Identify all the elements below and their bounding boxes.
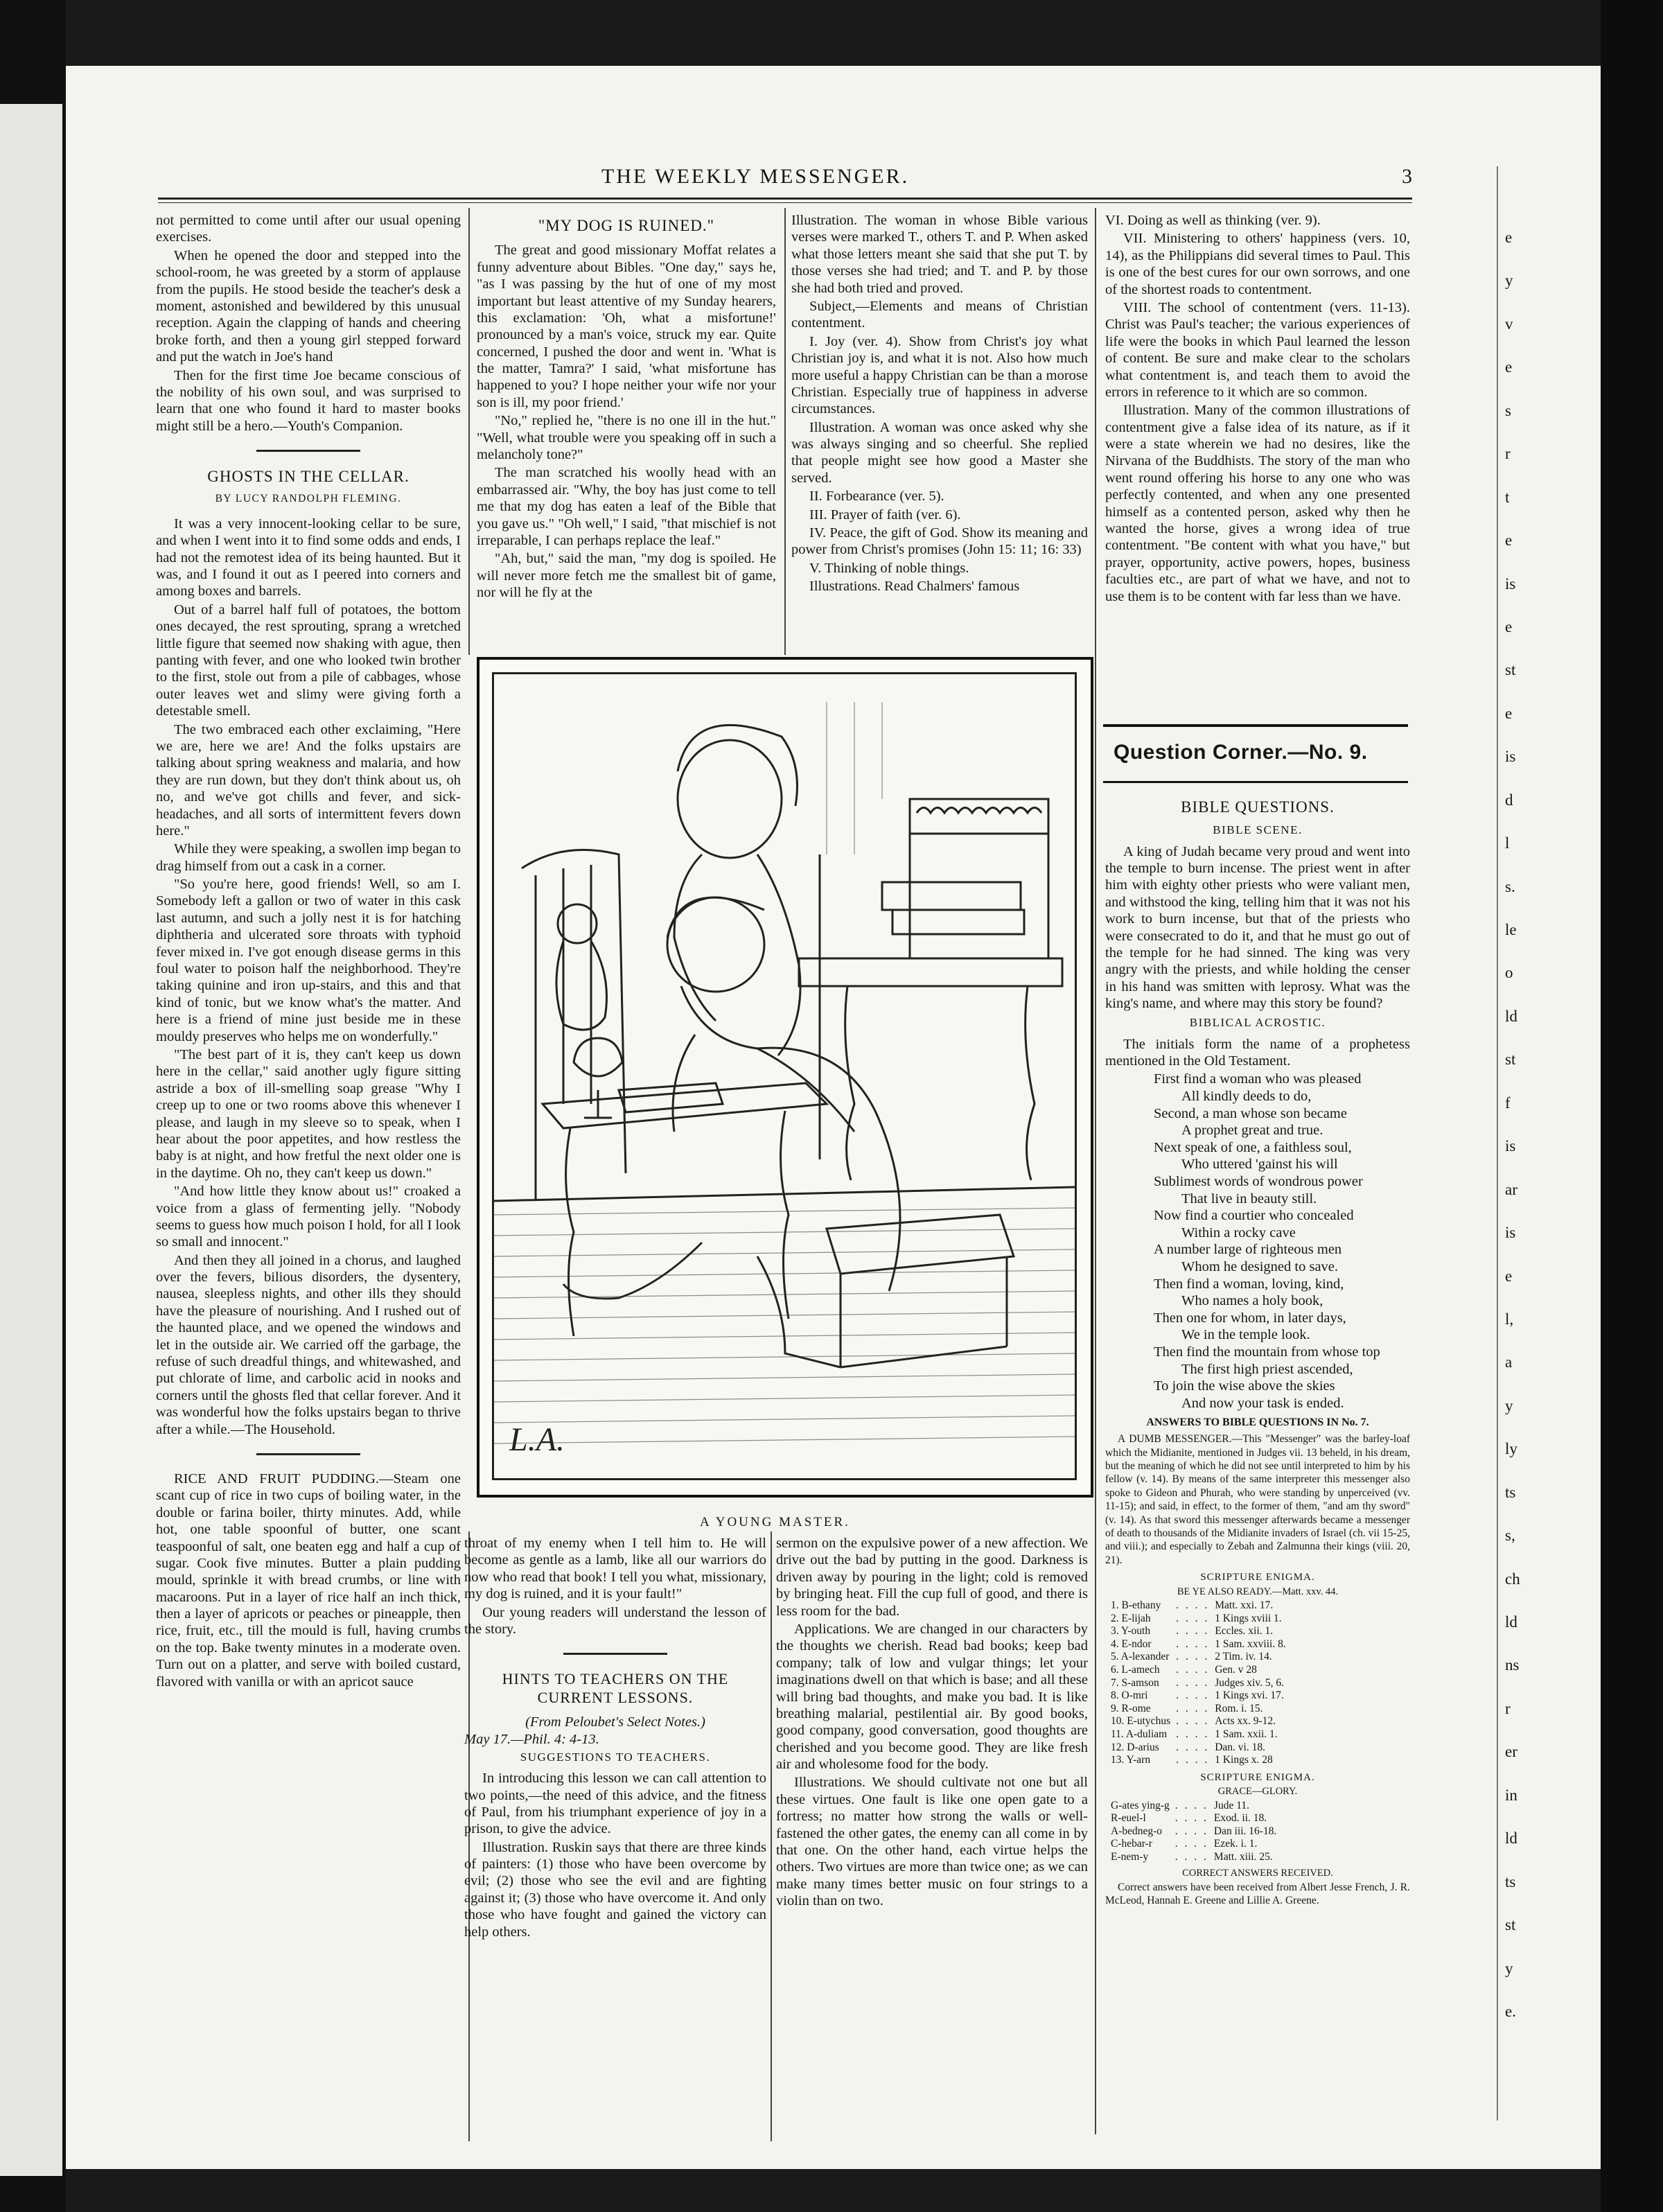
- poem-line: Sublimest words of wondrous power: [1154, 1174, 1363, 1190]
- article-text: VII. Ministering to others' happiness (vers. 10, 14), as the Philippians did several times to Paul. This is one of the best cures for our own sorrows, and one of the shortest roads to contentment.: [1105, 231, 1410, 297]
- illustration-caption: A YOUNG MASTER.: [700, 1515, 850, 1529]
- poem-line: And now your task is ended.: [1181, 1395, 1344, 1411]
- question-text: A king of Judah became very proud and went into the temple to burn incense. The priest went in after him with eighty other priests who were valiant men, and withstood the king, telling him that it was not his work to burn incense, but that of the priests who were consecrated to do it, and that he must go out of the temple for he had sinned. The king was very angry with the priests, and while holding the censer in his hand was smitten with leprosy. What was the king's name, and where may this story be found?: [1105, 843, 1410, 1012]
- article-text: Illustrations. We should cultivate not one but all these virtues. One fault is like one open gate to a fortress; no matter how strong the walls or well-fastened the other gates, the enemy can all come in by that one. On the other hand, each virtue helps the others. Two virtues are more than twice one; as we can make many times better music on four strings to a violin than on two.: [776, 1775, 1088, 1909]
- column-divider: [1095, 208, 1096, 2134]
- column-4-questions: [1105, 793, 1410, 1907]
- enigma-row: [1108, 1638, 1289, 1651]
- enigma-reference: Acts xx. 9-12.: [1215, 1715, 1276, 1728]
- edge-fragment: f: [1505, 1094, 1511, 1112]
- enigma-row: [1108, 1838, 1279, 1851]
- poem-line: Next speak of one, a faithless soul,: [1154, 1139, 1352, 1155]
- enigma-row: [1108, 1677, 1289, 1690]
- article-text: Illustration. A woman was once asked why she was always singing and so cheerful. She replied that people might see how good a Master she served.: [791, 419, 1088, 486]
- question-corner-title: Question Corner.—No. 9.: [1114, 741, 1368, 764]
- leader-dots: . . . .: [1174, 1850, 1208, 1863]
- article-text: Illustration. Ruskin says that there are three kinds of painters: (1) those who have been overcome by evil; (2) those who see the evil and are fighting against it; (3) those who have overcome it. And only those who have fought and gained the victory can help others.: [464, 1839, 766, 1940]
- edge-fragment: d: [1505, 791, 1513, 809]
- enigma-word: E-nem-y: [1111, 1850, 1149, 1863]
- article-text: While they were speaking, a swollen imp began to drag himself from out a cask in a corner.: [156, 841, 461, 874]
- edge-fragment: l: [1505, 834, 1510, 852]
- column-4-top: [1105, 212, 1410, 606]
- section-heading: BIBLICAL ACROSTIC.: [1189, 1016, 1326, 1030]
- edge-fragment: e: [1505, 358, 1513, 376]
- engraving-a-young-master: [492, 672, 1077, 1480]
- answers-section: [1105, 1416, 1410, 1907]
- leader-dots: . . . .: [1176, 1754, 1210, 1766]
- article-text: I. Joy (ver. 4). Show from Christ's joy what Christian joy is, and what it is not. Also how much more useful a happy Christian can be than a morose Christian. Especially true of happiness in adverse circumstances.: [791, 333, 1088, 417]
- enigma-word: A-bedneg-o: [1111, 1825, 1163, 1837]
- leader-dots: . . . .: [1174, 1812, 1208, 1825]
- edge-fragment: ns: [1505, 1656, 1520, 1674]
- edge-fragment: ar: [1505, 1180, 1517, 1198]
- article-text: Illustration. The woman in whose Bible various verses were marked T., others T. and P. When asked what those letters meant she said that she put T. by those verses she had tried; and T. and P. by those she had both tried and proved.: [791, 213, 1088, 296]
- poem-line: To join the wise above the skies: [1154, 1378, 1335, 1394]
- poem-line: Who names a holy book,: [1181, 1293, 1323, 1309]
- enigma-reference: 1 Sam. xxviii. 8.: [1215, 1638, 1286, 1650]
- enigma-word: 1. B-ethany: [1111, 1599, 1161, 1611]
- leader-dots: . . . .: [1176, 1676, 1210, 1689]
- enigma-reference: Matt. xiii. 25.: [1213, 1850, 1273, 1863]
- poem-line: A prophet great and true.: [1181, 1123, 1323, 1139]
- next-page-edge-fragments: [1505, 229, 1533, 2046]
- answers-text: A DUMB MESSENGER.—This "Messenger" was the barley-loaf which the Midianite, mentioned in Judges vii. 13 beheld, in his dream, but the meaning of which he did not see until interpreted to him by his fellow (v. 14). By means of the same interpreter this messenger also spoke to Gideon and Phurah, who were standing by unperceived (vv. 11-15); and said, in effect, to the former of them, "and am thy sword" (v. 14). As that sword this messenger afterwards became a messenger of death to thousands of the Midianite invaders of Israel (ch. vii 15-25, and viii.); and especially to Zebah and Zalmunna their kings (viii. 20, 21).: [1105, 1433, 1410, 1566]
- enigma-answers-table: [1108, 1800, 1279, 1864]
- section-title: BIBLE QUESTIONS.: [1181, 798, 1335, 816]
- enigma-row: [1108, 1599, 1289, 1613]
- leader-dots: . . . .: [1174, 1799, 1208, 1811]
- poem-line: That live in beauty still.: [1181, 1191, 1317, 1206]
- edge-fragment: e: [1505, 704, 1513, 722]
- leader-dots: . . . .: [1176, 1689, 1210, 1702]
- poem-line: Then find the mountain from whose top: [1154, 1344, 1380, 1360]
- edge-fragment: st: [1505, 661, 1516, 679]
- scan-shadow-right: [1601, 0, 1663, 2212]
- column-divider: [468, 208, 470, 655]
- column-1: [156, 212, 461, 1692]
- column-2-bottom: [464, 1535, 766, 1942]
- article-text: Applications. We are changed in our characters by the thoughts we cherish. Read bad books; keep bad company; talk of low and vulgar things; let your imaginations dwell on that which is base; and all these will bring bad thoughts, and make you bad. It is like breathing malarial, pestilential air. By good books, good company, good conversation, good thoughts are cherished and you become good. They are like fresh air and wholesome food for the body.: [776, 1621, 1088, 1773]
- article-text: IV. Peace, the gift of God. Show its meaning and power from Christ's promises (John 15: 11; 16: 33): [791, 525, 1088, 558]
- article-text: throat of my enemy when I tell him to. He will become as gentle as a lamb, like all our warriors do now who read that book! I tell you what, missionary, my dog is ruined, and it is your fault!": [464, 1536, 766, 1602]
- column-divider: [784, 208, 786, 655]
- masthead-title: THE WEEKLY MESSENGER.: [601, 165, 910, 188]
- enigma-word: C-hebar-r: [1111, 1838, 1152, 1850]
- article-text: "So you're here, good friends! Well, so am I. Somebody left a gallon or two of water in this cask last autumn, and such a jolly nest it is for hatching diphtheria and ulcerated sore throats with typhoid fever mixed in. I've got enough disease germs in this foul water to poison half the neighborhood. They're taking quinine and iron up-stairs, and this and that kind of tonic, but we know what's the matter. And here is a friend of mine just beside me in these mouldy preserves who helps me on wonderfully.": [156, 877, 461, 1044]
- leader-dots: . . . .: [1174, 1825, 1208, 1837]
- poem-line: Within a rocky cave: [1181, 1224, 1296, 1240]
- edge-fragment: v: [1505, 315, 1513, 333]
- article-text: Illustrations. Read Chalmers' famous: [809, 579, 1020, 595]
- edge-fragment: y: [1505, 272, 1513, 290]
- article-title: GHOSTS IN THE CELLAR.: [207, 468, 410, 486]
- edge-fragment: s.: [1505, 877, 1515, 895]
- article-text: And then they all joined in a chorus, and laughed over the fevers, bilious disorders, the dysentery, nausea, sleepless nights, and other ills they should have the pleasure of nourishing. And I rushed out of the haunted place, and we opened the windows and let in the outside air. We carried off the garbage, the refuse of such dreadful things, and whitewashed, and put chlorate of lime, and carbolic acid in nooks and corners until the ghosts fled that cellar forever. And it was wonderful how the folks upstairs began to thrive after a while.—The Household.: [156, 1252, 461, 1437]
- article-separator: [563, 1653, 667, 1655]
- article-text: Then for the first time Joe became conscious of the nobility of his own soul, and was surprised to learn that one who found it hard to master books might still be a hero.—Youth's Companion.: [156, 367, 461, 434]
- edge-fragment: is: [1505, 1224, 1516, 1242]
- article-text: II. Forbearance (ver. 5).: [809, 489, 944, 504]
- illustration-frame: [477, 657, 1093, 1498]
- leader-dots: . . . .: [1176, 1715, 1210, 1728]
- edge-fragment: e: [1505, 229, 1513, 246]
- edge-fragment: r: [1505, 445, 1511, 463]
- enigma-reference: 1 Kings xvi. 17.: [1215, 1689, 1284, 1702]
- enigma-row: [1108, 1664, 1289, 1677]
- leader-dots: . . . .: [1176, 1625, 1210, 1638]
- poem-line: Then one for whom, in later days,: [1154, 1310, 1346, 1326]
- enigma-row: [1108, 1625, 1289, 1638]
- enigma-word: 8. O-mri: [1111, 1689, 1148, 1702]
- article-byline: BY LUCY RANDOLPH FLEMING.: [215, 493, 402, 505]
- article-text: VIII. The school of contentment (vers. 11-13). Christ was Paul's teacher; the various experiences of life were the books in which Paul learned the lesson of content. Be sure and make clear to the scholars what contentment is, and teach them to avoid the errors in reference to it which are so common.: [1105, 299, 1410, 400]
- article-text: "No," replied he, "there is no one ill in the hut." "Well, what trouble were you speaking off in such a melancholy tone?": [477, 413, 776, 463]
- leader-dots: . . . .: [1176, 1663, 1210, 1676]
- enigma-word: 7. S-amson: [1111, 1676, 1159, 1689]
- edge-fragment: ld: [1505, 1829, 1517, 1847]
- enigma-reference: 2 Tim. iv. 14.: [1215, 1651, 1272, 1663]
- enigma-reference: 1 Kings xviii 1.: [1215, 1612, 1282, 1624]
- enigma-title: SCRIPTURE ENIGMA.: [1200, 1771, 1315, 1783]
- enigma-reference: Ezek. i. 1.: [1213, 1838, 1258, 1850]
- article-text: The two embraced each other exclaiming, "Here we are, here we are! And the folks upstairs are talking about spring weakness and malaria, and how they are run down, but they don't think about us, oh no, and we've got chills and fever, and sick-headaches, and all sorts of intermittent fevers down here.": [156, 721, 461, 839]
- question-text: The initials form the name of a prophetess mentioned in the Old Testament.: [1105, 1036, 1410, 1069]
- edge-fragment: e.: [1505, 2002, 1516, 2020]
- poem-line: First find a woman who was pleased: [1154, 1071, 1362, 1087]
- edge-fragment: r: [1505, 1699, 1511, 1717]
- page-header: [158, 165, 1412, 191]
- enigma-reference: 1 Sam. xxii. 1.: [1215, 1728, 1278, 1740]
- poem-line: The first high priest ascended,: [1181, 1361, 1353, 1377]
- answers-title: ANSWERS TO BIBLE QUESTIONS IN No. 7.: [1146, 1416, 1369, 1429]
- previous-page-edge: [0, 104, 62, 2176]
- article-text: The man scratched his woolly head with an embarrassed air. "Why, the boy has just come to tell me that my dog has eaten a leaf of the Bible that you gave us." "Oh well," I said, "that mischief is not irreparable, I can perhaps replace the leaf.": [477, 465, 776, 548]
- article-text: not permitted to come until after our usual opening exercises.: [156, 213, 461, 245]
- enigma-word: G-ates ying-g: [1111, 1799, 1170, 1811]
- enigma-reference: Rom. i. 15.: [1215, 1702, 1263, 1714]
- enigma-row: [1108, 1689, 1289, 1703]
- enigma-row: [1108, 1651, 1289, 1664]
- question-corner-header: [1103, 724, 1408, 783]
- enigma-row: [1108, 1613, 1289, 1626]
- article-text: The great and good missionary Moffat relates a funny adventure about Bibles. "One day," says he, "as I was passing by the hut of one of my most important but least attentive of my Sunday hearers, this exclamation: 'Oh, what a misfortune!' pronounced by a man's voice, struck my ear. Quite concerned, I pushed the door and went in. 'What is the matter, Tamra?' I said, 'what misfortune has happened to you? I hope neither your wife nor your son is ill, my poor friend.': [477, 243, 776, 410]
- poem-line: Then find a woman, loving, kind,: [1154, 1276, 1344, 1292]
- leader-dots: . . . .: [1176, 1612, 1210, 1624]
- article-source: (From Peloubet's Select Notes.): [525, 1714, 705, 1730]
- edge-fragment: s,: [1505, 1527, 1515, 1545]
- enigma-row: [1108, 1825, 1279, 1838]
- enigma-row: [1108, 1715, 1289, 1728]
- header-rule-thick: [158, 198, 1412, 200]
- enigma-word: 9. R-ome: [1111, 1702, 1151, 1714]
- leader-dots: . . . .: [1176, 1638, 1210, 1650]
- edge-fragment: is: [1505, 574, 1516, 592]
- enigma-reference: Gen. v 28: [1215, 1663, 1257, 1676]
- edge-fragment: is: [1505, 748, 1516, 766]
- enigma-word: 12. D-arius: [1111, 1741, 1159, 1753]
- recipe-text: RICE AND FRUIT PUDDING.—Steam one scant cup of rice in two cups of boiling water, in the double or farina boiler, thirty minutes. Add, while hot, one table spoonful of butter, one scant teaspoonful of salt, one beaten egg and half a cup of sugar. Cook five minutes. Butter a plain pudding mould, sprinkle it with bread crumbs, or line with macaroons. Put in a layer of rice half an inch thick, then a layer of apricots or peaches or pineapple, then rice, fruit, etc., till the mould is full, having crumbs on the top. Bake twenty minutes in a moderate oven. Turn out on a platter, and serve with boiled custard, flavored with vanilla or with an apricot sauce: [156, 1471, 461, 1689]
- edge-fragment: st: [1505, 1051, 1516, 1069]
- poem-line: Whom he designed to save.: [1181, 1259, 1339, 1275]
- column-3-top: [791, 212, 1088, 597]
- enigma-reference: Matt. xxi. 17.: [1215, 1599, 1274, 1611]
- poem-line: A number large of righteous men: [1154, 1242, 1342, 1258]
- poem-line: All kindly deeds to do,: [1181, 1089, 1312, 1105]
- article-text: Out of a barrel half full of potatoes, the bottom ones decayed, the rest sprouting, sprang a wretched little figure that seemed now shaking with ague, then panting with fever, and one who looked twin brother to the first, stole out from a pile of cabbages, whose outer leaves wet and slimy were giving forth a detestable smell.: [156, 602, 461, 719]
- edge-fragment: e: [1505, 617, 1513, 635]
- header-rule-thin: [158, 202, 1412, 203]
- column-divider: [771, 1531, 772, 2141]
- leader-dots: . . . .: [1176, 1728, 1210, 1740]
- edge-fragment: l,: [1505, 1310, 1514, 1328]
- edge-fragment: a: [1505, 1353, 1513, 1371]
- enigma-word: 2. E-lijah: [1111, 1612, 1151, 1624]
- leader-dots: . . . .: [1176, 1651, 1210, 1663]
- edge-fragment: e: [1505, 532, 1513, 550]
- leader-dots: . . . .: [1176, 1741, 1210, 1753]
- edge-fragment: er: [1505, 1743, 1517, 1761]
- edge-fragment: t: [1505, 488, 1510, 506]
- edge-fragment: le: [1505, 921, 1517, 938]
- enigma-word: 11. A-duliam: [1111, 1728, 1168, 1740]
- article-text: III. Prayer of faith (ver. 6).: [809, 507, 961, 523]
- article-text: Illustration. Many of the common illustrations of contentment give a false idea of its nature, as if it were a state wherein we had no desires, like the Nirvana of the Buddhists. The story of the man who went round offering his horse to any one who was perfectly contented, and when any one presented himself as a contented person, asked why then he wanted the horse, gives a wrong idea of true contentment. "Be content with what you have," but prayer, opportunity, active powers, hopes, business faculties etc., are part of what we have, and not to use them is to be content with far less than we have.: [1105, 403, 1410, 604]
- enigma-word: 4. E-ndor: [1111, 1638, 1152, 1650]
- enigma-row: [1108, 1812, 1279, 1825]
- edge-fragment: y: [1505, 1959, 1513, 1977]
- enigma-word: 3. Y-outh: [1111, 1625, 1151, 1638]
- enigma-row: [1108, 1800, 1279, 1813]
- acrostic-poem: [1105, 1071, 1410, 1412]
- enigma-subtitle: BE YE ALSO READY.—Matt. xxv. 44.: [1177, 1586, 1339, 1597]
- enigma-word: 10. E-utychus: [1111, 1715, 1171, 1728]
- article-text: When he opened the door and stepped into the school-room, he was greeted by a storm of applause from the pupils. He stood beside the teacher's desk a moment, astonished and bewildered by this unusual reception. Again the clapping of hands and cheering broke forth, and then a young girl stepped forward and put the watch in Joe's hand: [156, 247, 461, 365]
- enigma-row: [1108, 1741, 1289, 1755]
- edge-fragment: ts: [1505, 1872, 1516, 1890]
- enigma-reference: Eccles. xii. 1.: [1215, 1625, 1274, 1638]
- article-text: Our young readers will understand the lesson of the story.: [464, 1604, 766, 1637]
- leader-dots: . . . .: [1176, 1702, 1210, 1714]
- poem-line: We in the temple look.: [1181, 1327, 1310, 1343]
- column-3-bottom: [776, 1535, 1088, 1911]
- artist-signature: L.A.: [509, 1421, 565, 1458]
- enigma-answers-table: [1108, 1599, 1289, 1767]
- article-text: sermon on the expulsive power of a new affection. We drive out the bad by putting in the good. Darkness is driven away by pouring in the light; cold is removed by bringing heat. Fill the cup full of good, and there is less room for the bad.: [776, 1536, 1088, 1619]
- enigma-word: 13. Y-arn: [1111, 1754, 1151, 1766]
- article-text: It was a very innocent-looking cellar to be sure, and when I went into it to find some odds and ends, I had not the remotest idea of its being haunted. But it was, and I found it out as I peered into corners and among boxes and barrels.: [156, 516, 461, 599]
- article-text: In introducing this lesson we can call attention to two points,—the need of this advice, and the fitness of Paul, from his triumphant experience of joy in a prison, to give the advice.: [464, 1771, 766, 1837]
- article-text: V. Thinking of noble things.: [809, 560, 969, 576]
- edge-fragment: in: [1505, 1786, 1517, 1804]
- enigma-row: [1108, 1851, 1279, 1864]
- edge-fragment: ld: [1505, 1007, 1517, 1025]
- leader-dots: . . . .: [1174, 1838, 1208, 1850]
- edge-fragment: st: [1505, 1916, 1516, 1934]
- enigma-row: [1108, 1703, 1289, 1716]
- enigma-reference: Dan. vi. 18.: [1215, 1741, 1265, 1753]
- section-heading: SUGGESTIONS TO TEACHERS.: [520, 1750, 711, 1764]
- article-title: HINTS TO TEACHERS ON THE CURRENT LESSONS.: [502, 1670, 729, 1706]
- enigma-title: SCRIPTURE ENIGMA.: [1200, 1572, 1315, 1583]
- edge-fragment: s: [1505, 401, 1511, 419]
- enigma-reference: 1 Kings x. 28: [1215, 1754, 1273, 1766]
- edge-fragment: ch: [1505, 1570, 1520, 1588]
- article-text: "Ah, but," said the man, "my dog is spoiled. He will never more fetch me the smallest bit of game, nor will he fly at the: [477, 551, 776, 601]
- article-text: "And how little they know about us!" croaked a voice from a glass of fermenting jelly. "Nobody seems to guess how much poison I hold, for all I look so small and innocent.": [156, 1184, 461, 1250]
- page-number: 3: [1402, 165, 1412, 188]
- enigma-word: 6. L-amech: [1111, 1663, 1160, 1676]
- section-heading: BIBLE SCENE.: [1213, 823, 1303, 837]
- article-separator: [256, 1453, 360, 1455]
- enigma-row: [1108, 1728, 1289, 1741]
- edge-fragment: o: [1505, 964, 1513, 982]
- edge-fragment: y: [1505, 1396, 1513, 1414]
- poem-line: Now find a courtier who concealed: [1154, 1208, 1354, 1224]
- leader-dots: . . . .: [1176, 1599, 1210, 1611]
- enigma-word: R-euel-l: [1111, 1812, 1146, 1825]
- enigma-row: [1108, 1754, 1289, 1767]
- enigma-subtitle: GRACE—GLORY.: [1217, 1786, 1298, 1798]
- enigma-reference: Exod. ii. 18.: [1213, 1812, 1267, 1825]
- edge-fragment: is: [1505, 1137, 1516, 1155]
- article-title: "MY DOG IS RUINED.": [538, 217, 715, 234]
- gutter-line: [1497, 166, 1498, 2121]
- correct-answers-text: Correct answers have been received from Albert Jesse French, J. R. McLeod, Hannah E. Greene and Lillie A. Greene.: [1105, 1881, 1410, 1907]
- article-text: Subject,—Elements and means of Christian contentment.: [791, 298, 1088, 331]
- enigma-reference: Dan iii. 16-18.: [1213, 1825, 1277, 1837]
- edge-fragment: ly: [1505, 1440, 1517, 1458]
- column-2-top: [477, 212, 776, 603]
- edge-fragment: ts: [1505, 1483, 1516, 1501]
- poem-line: Second, a man whose son became: [1154, 1105, 1347, 1121]
- enigma-word: 5. A-lexander: [1111, 1651, 1170, 1663]
- article-text: VI. Doing as well as thinking (ver. 9).: [1105, 213, 1321, 228]
- article-text: "The best part of it is, they can't keep us down here in the cellar," said another ugly figure sitting astride a box of ill-smelling soap grease "Why I creep up to one or two rooms above this whenever I please, and laugh in my sleeve so to speak, when I hear about the poor appetites, and how restless the baby is at night, and how fretful the next older one is in the daytime. Oh no, they can't keep us down.": [156, 1046, 461, 1181]
- lesson-reference: May 17.—Phil. 4: 4-13.: [464, 1731, 599, 1747]
- engraving-drawing: [494, 674, 1075, 1478]
- poem-line: Who uttered 'gainst his will: [1181, 1157, 1338, 1173]
- correct-answers-title: CORRECT ANSWERS RECEIVED.: [1182, 1867, 1333, 1879]
- enigma-reference: Judges xiv. 5, 6.: [1215, 1676, 1284, 1689]
- enigma-reference: Jude 11.: [1213, 1799, 1250, 1811]
- edge-fragment: e: [1505, 1267, 1513, 1285]
- edge-fragment: ld: [1505, 1613, 1517, 1631]
- article-separator: [256, 450, 360, 452]
